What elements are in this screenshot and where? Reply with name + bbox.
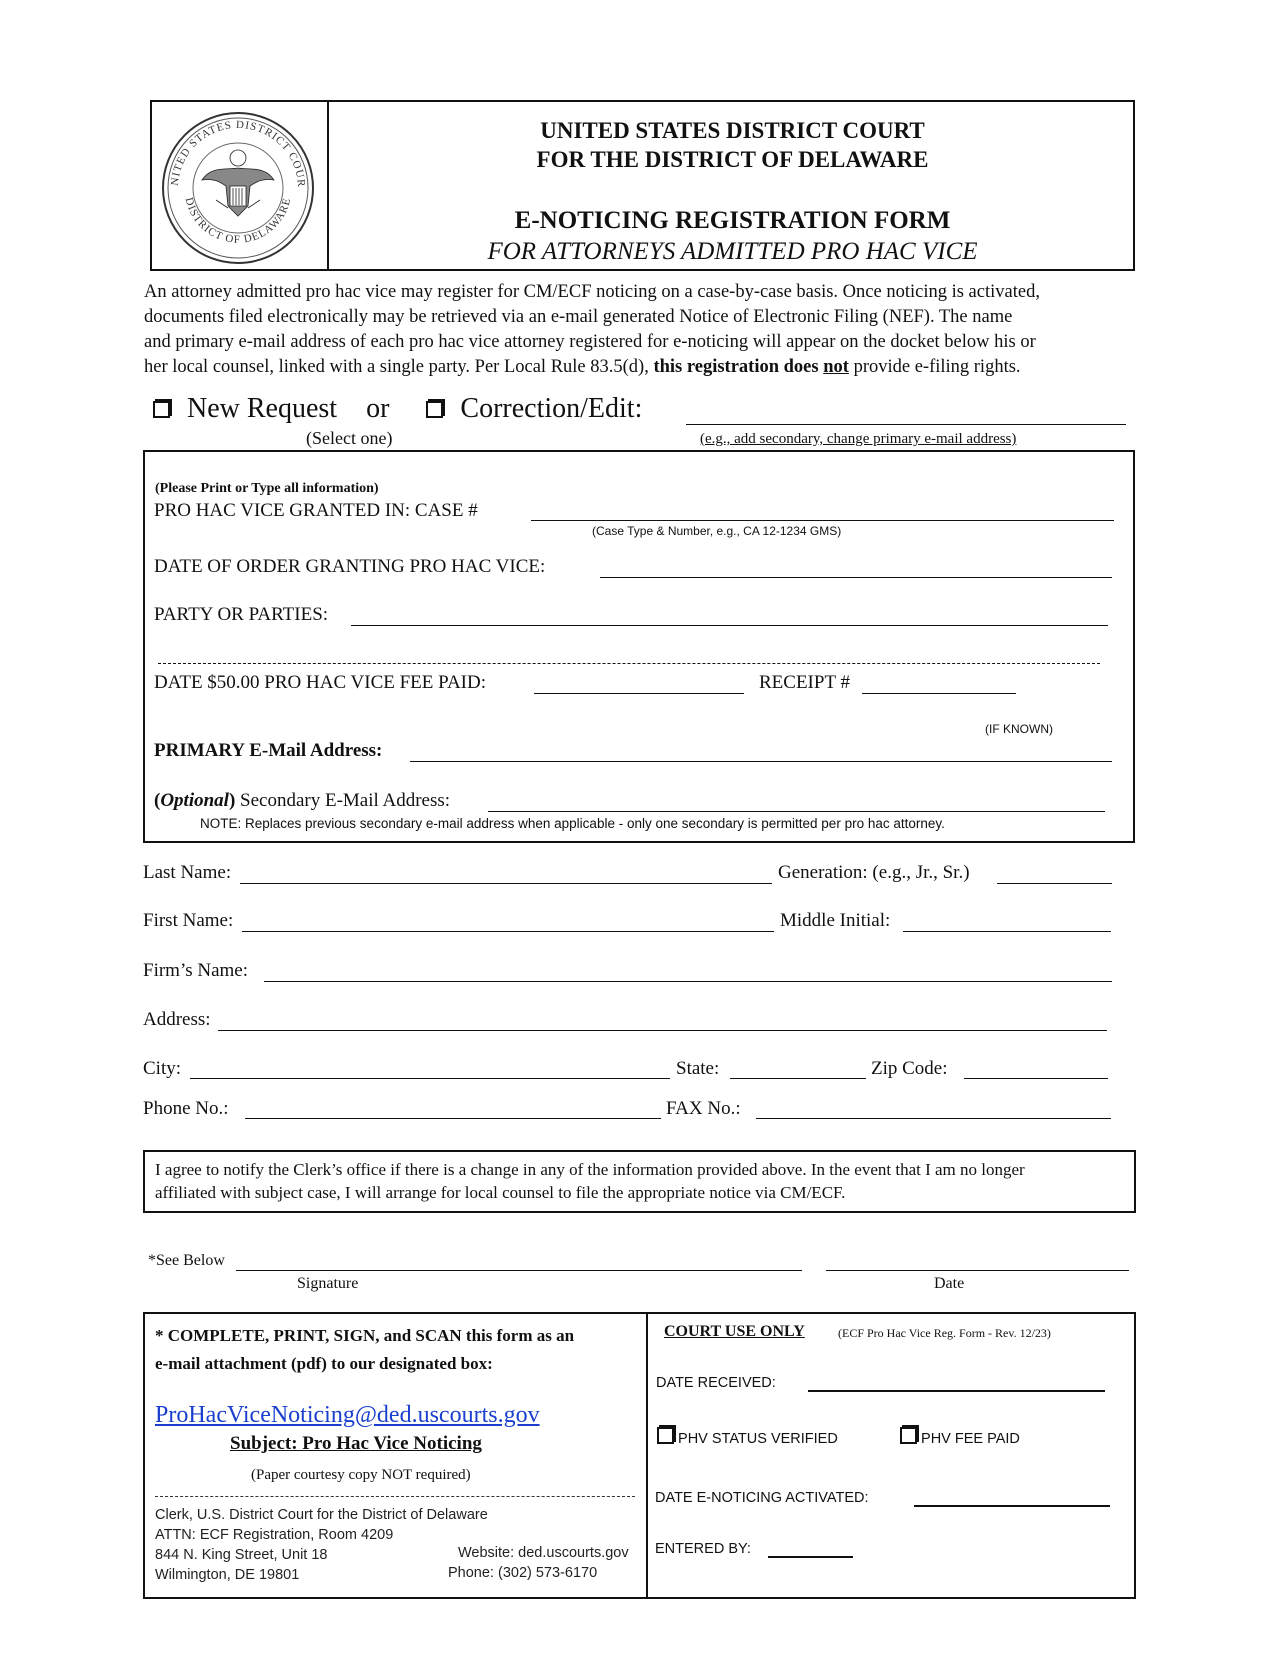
last-name-label: Last Name: — [143, 862, 232, 883]
fee-paid-input[interactable] — [534, 693, 744, 694]
instructions-separator — [155, 1496, 635, 1497]
date-order-input[interactable] — [600, 577, 1112, 578]
correction-label: Correction/Edit: — [460, 393, 643, 424]
date-received-label: DATE RECEIVED: — [656, 1375, 776, 1391]
clerk-address-1: Clerk, U.S. District Court for the District of Delaware — [155, 1507, 488, 1523]
form-revision: (ECF Pro Hac Vice Reg. Form - Rev. 12/23) — [838, 1326, 1051, 1340]
agreement-line-2: affiliated with subject case, I will arrange for local counsel to file the appropriate notice via CM/ECF. — [155, 1183, 846, 1202]
court-phone: Phone: (302) 573-6170 — [448, 1565, 598, 1581]
signature-caption: Signature — [297, 1275, 359, 1292]
zip-label: Zip Code: — [871, 1058, 948, 1079]
middle-initial-input[interactable] — [903, 931, 1111, 932]
secondary-email-input[interactable] — [488, 811, 1105, 812]
state-input[interactable] — [730, 1078, 866, 1079]
correction-checkbox[interactable] — [426, 401, 443, 418]
phv-fee-checkbox[interactable] — [900, 1427, 917, 1444]
date-order-label: DATE OF ORDER GRANTING PRO HAC VICE: — [154, 556, 546, 577]
instructions-line-2: e-mail attachment (pdf) to our designated box: — [155, 1354, 493, 1373]
party-label: PARTY OR PARTIES: — [154, 604, 329, 625]
intro-line-4-end: provide e-filing rights. — [853, 357, 1021, 377]
intro-line-3: and primary e-mail address of each pro hac vice attorney registered for e-noticing will appear on the docket below his or — [144, 332, 1036, 352]
city-input[interactable] — [190, 1078, 670, 1079]
seal-divider — [327, 100, 329, 271]
paper-copy-note: (Paper courtesy copy NOT required) — [251, 1467, 471, 1483]
phone-label: Phone No.: — [143, 1098, 229, 1119]
receipt-label: RECEIPT # — [759, 672, 850, 693]
firm-name-label: Firm’s Name: — [143, 960, 249, 981]
correction-hint: (e.g., add secondary, change primary e-mail address) — [700, 431, 1017, 447]
form-title: E-NOTICING REGISTRATION FORM — [514, 207, 951, 234]
intro-paragraph — [144, 280, 1144, 380]
fax-input[interactable] — [756, 1118, 1111, 1119]
please-print-note: (Please Print or Type all information) — [155, 481, 379, 496]
signature-date-input[interactable] — [826, 1270, 1129, 1271]
fee-paid-label: DATE $50.00 PRO HAC VICE FEE PAID: — [154, 672, 487, 693]
new-request-checkbox[interactable] — [153, 401, 170, 418]
first-name-label: First Name: — [143, 910, 234, 931]
clerk-address-3: 844 N. King Street, Unit 18 — [155, 1547, 328, 1563]
secondary-email-label: Secondary E-Mail Address: — [240, 790, 451, 811]
email-subject: Subject: Pro Hac Vice Noticing — [230, 1433, 482, 1454]
address-label: Address: — [143, 1009, 211, 1030]
form-subtitle: FOR ATTORNEYS ADMITTED PRO HAC VICE — [487, 238, 978, 265]
date-activated-label: DATE E-NOTICING ACTIVATED: — [655, 1490, 869, 1506]
fax-label: FAX No.: — [666, 1098, 741, 1119]
bottom-divider — [646, 1312, 648, 1599]
party-input-line2[interactable] — [158, 663, 1100, 664]
intro-line-2: documents filed electronically may be retrieved via an e-mail generated Notice of Electronic Filing (NEF). The name — [144, 307, 1013, 327]
firm-name-input[interactable] — [264, 981, 1112, 982]
if-known-note: (IF KNOWN) — [985, 722, 1053, 736]
eagle-icon — [202, 150, 274, 216]
case-number-label: PRO HAC VICE GRANTED IN: CASE # — [154, 500, 478, 521]
phv-status-label: PHV STATUS VERIFIED — [678, 1431, 838, 1447]
intro-line-4: her local counsel, linked with a single party. Per Local Rule 83.5(d), — [144, 357, 649, 377]
middle-initial-label: Middle Initial: — [780, 910, 891, 931]
court-use-title: COURT USE ONLY — [664, 1323, 805, 1340]
seal-text-bottom: DISTRICT OF DELAWARE — [182, 196, 294, 246]
last-name-input[interactable] — [240, 883, 772, 884]
or-label: or — [366, 393, 390, 424]
date-caption: Date — [934, 1275, 965, 1292]
first-name-input[interactable] — [242, 931, 774, 932]
case-number-input[interactable] — [531, 520, 1114, 521]
entered-by-label: ENTERED BY: — [655, 1541, 751, 1557]
phv-status-checkbox[interactable] — [657, 1427, 674, 1444]
intro-line-1: An attorney admitted pro hac vice may register for CM/ECF noticing on a case-by-case basis. Once noticing is activated, — [144, 282, 1040, 302]
state-label: State: — [676, 1058, 720, 1079]
court-seal — [156, 108, 321, 265]
city-label: City: — [143, 1058, 182, 1079]
designated-email-link[interactable]: ProHacViceNoticing@ded.uscourts.gov — [155, 1402, 540, 1428]
court-website: Website: ded.uscourts.gov — [458, 1545, 629, 1561]
seal-text-top: NITED STATES DISTRICT COUR — [168, 118, 308, 188]
agreement-line-1: I agree to notify the Clerk’s office if there is a change in any of the information provided above. In the event that I am no longer — [155, 1160, 1025, 1179]
secondary-email-note: NOTE: Replaces previous secondary e-mail address when applicable - only one secondary is permitted per pro hac attorney. — [200, 816, 945, 831]
instructions-line-1: * COMPLETE, PRINT, SIGN, and SCAN this form as an — [155, 1326, 575, 1345]
clerk-address-2: ATTN: ECF Registration, Room 4209 — [155, 1527, 394, 1543]
new-request-label: New Request — [187, 393, 338, 424]
select-one-hint: (Select one) — [306, 428, 393, 448]
address-input[interactable] — [218, 1030, 1107, 1031]
see-below-note: *See Below — [148, 1252, 225, 1269]
entered-by-input[interactable] — [768, 1556, 853, 1558]
signature-input[interactable] — [236, 1270, 802, 1271]
receipt-input[interactable] — [862, 693, 1016, 694]
court-name-line2: FOR THE DISTRICT OF DELAWARE — [536, 147, 929, 172]
optional-label: Optional — [160, 790, 229, 811]
generation-label: Generation: (e.g., Jr., Sr.) — [778, 862, 970, 883]
primary-email-label: PRIMARY E-Mail Address: — [154, 740, 383, 761]
correction-input[interactable] — [686, 424, 1126, 425]
primary-email-input[interactable] — [410, 761, 1112, 762]
intro-not-word: not — [823, 357, 849, 377]
party-input[interactable] — [351, 625, 1108, 626]
date-activated-input[interactable] — [914, 1505, 1110, 1507]
clerk-address-4: Wilmington, DE 19801 — [155, 1567, 300, 1583]
zip-input[interactable] — [964, 1078, 1108, 1079]
generation-input[interactable] — [997, 883, 1112, 884]
intro-not-filing: this registration does — [653, 357, 819, 377]
date-received-input[interactable] — [808, 1390, 1105, 1392]
case-number-hint: (Case Type & Number, e.g., CA 12-1234 GMS) — [592, 524, 842, 538]
court-name-line1: UNITED STATES DISTRICT COURT — [540, 118, 925, 143]
phone-input[interactable] — [245, 1118, 661, 1119]
phv-fee-label: PHV FEE PAID — [921, 1431, 1020, 1447]
